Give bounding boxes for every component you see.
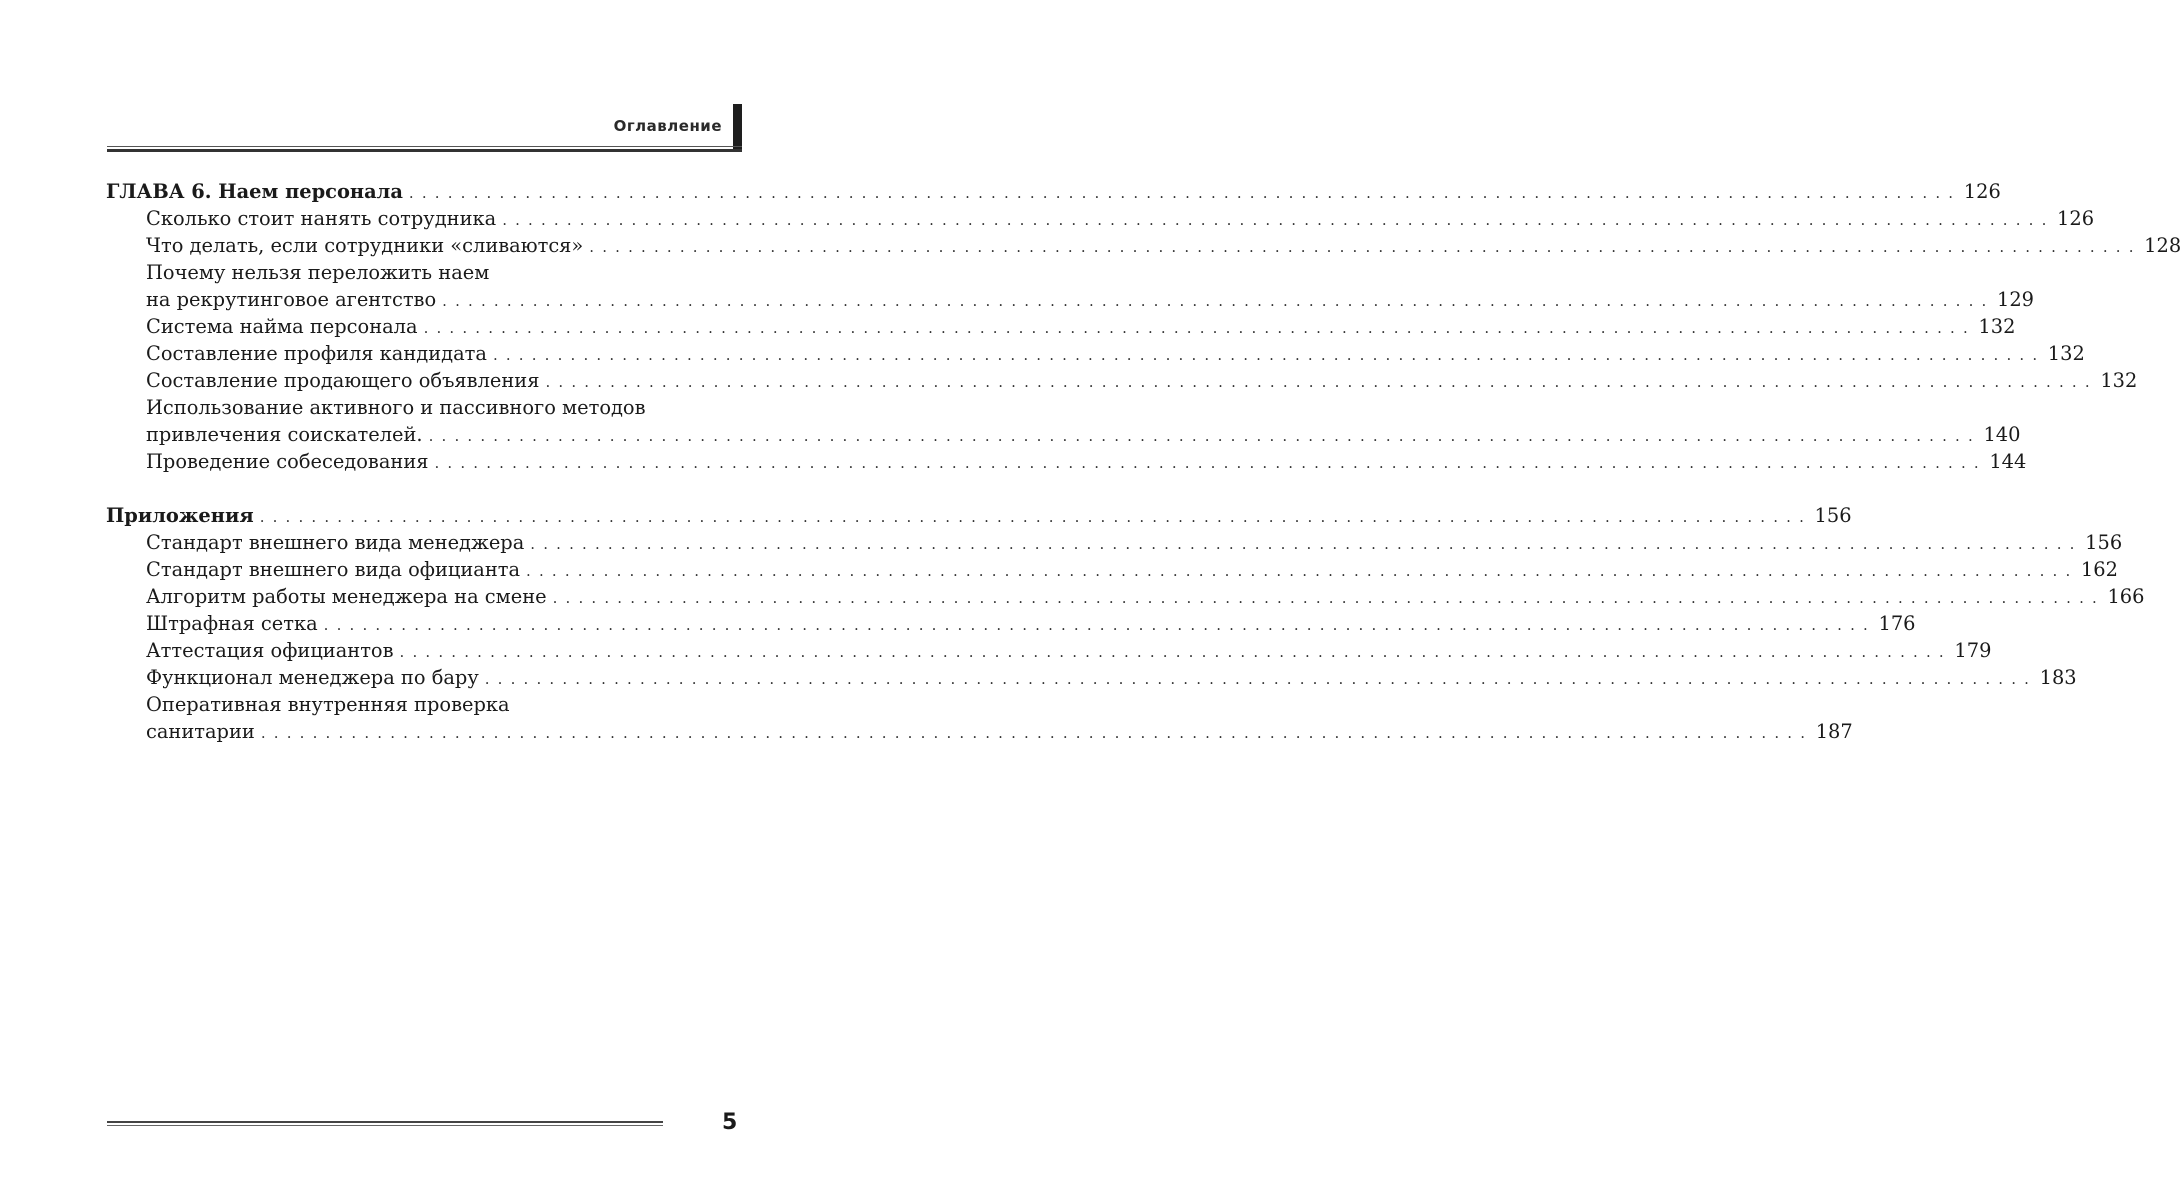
toc-entry-label: Проведение собеседования	[146, 450, 429, 473]
footer-rule	[107, 1121, 663, 1123]
toc-appendix[interactable]	[106, 502, 1852, 529]
toc-entry-label: Функционал менеджера по бару	[146, 666, 479, 689]
header-rule-thick	[107, 149, 742, 152]
toc-entry-label: Штрафная сетка	[146, 612, 318, 635]
toc-page-number: 129	[1997, 288, 2035, 311]
toc-entry[interactable]	[106, 367, 2138, 394]
toc-entry[interactable]	[106, 448, 2027, 475]
leader-dots: . . . . . . . . . . . . . . . . . . . . . . . . . . . . . . . . . . . . . . . . . . . . . . . . . . . . . . . . . . . . . . . . . . . . . . . . . . . . . . . . . . . . . . . . . . . . . . . . . . . . . . . . . . . . . . . . . . . . . . . .	[434, 454, 1981, 472]
toc-page-number: 179	[1954, 639, 1992, 662]
toc-entry[interactable]	[106, 664, 2077, 691]
leader-dots: . . . . . . . . . . . . . . . . . . . . . . . . . . . . . . . . . . . . . . . . . . . . . . . . . . . . . . . . . . . . . . . . . . . . . . . . . . . . . . . . . . . . . . . . . . . . . . . . . . . . . . . . . . . . . . . . . . . . . . . .	[502, 211, 2049, 229]
leader-dots: . . . . . . . . . . . . . . . . . . . . . . . . . . . . . . . . . . . . . . . . . . . . . . . . . . . . . . . . . . . . . . . . . . . . . . . . . . . . . . . . . . . . . . . . . . . . . . . . . . . . . . . . . . . . . . . . . . . . . . . .	[259, 508, 1806, 526]
leader-dots: . . . . . . . . . . . . . . . . . . . . . . . . . . . . . . . . . . . . . . . . . . . . . . . . . . . . . . . . . . . . . . . . . . . . . . . . . . . . . . . . . . . . . . . . . . . . . . . . . . . . . . . . . . . . . . . . . . . . . . . .	[492, 346, 2039, 364]
footer-rule-thin	[107, 1125, 663, 1126]
toc-page-number: 156	[2085, 531, 2123, 554]
toc-entry-label: Стандарт внешнего вида официанта	[146, 558, 521, 581]
toc-page-number: 156	[1814, 504, 1852, 527]
toc-entry-label: Почему нельзя переложить наем	[146, 261, 490, 284]
leader-dots: . . . . . . . . . . . . . . . . . . . . . . . . . . . . . . . . . . . . . . . . . . . . . . . . . . . . . . . . . . . . . . . . . . . . . . . . . . . . . . . . . . . . . . . . . . . . . . . . . . . . . . . . . . . . . . . . . . . . . . . .	[552, 589, 2099, 607]
toc-entry-label: Аттестация официантов	[146, 639, 394, 662]
toc-page-number: 183	[2039, 666, 2077, 689]
page-number: 5	[722, 1110, 738, 1135]
toc-chapter-6[interactable]	[106, 178, 2001, 205]
toc-page-number: 166	[2107, 585, 2145, 608]
toc-entry[interactable]	[106, 232, 2181, 259]
leader-dots: . . . . . . . . . . . . . . . . . . . . . . . . . . . . . . . . . . . . . . . . . . . . . . . . . . . . . . . . . . . . . . . . . . . . . . . . . . . . . . . . . . . . . . . . . . . . . . . . . . . . . . . . . . . . . . . . . . . . . . . .	[526, 562, 2072, 580]
toc-page-number: 132	[1978, 315, 2016, 338]
toc-entry[interactable]	[106, 205, 2095, 232]
toc-page-number: 126	[1963, 180, 2001, 203]
toc-entry-label: санитарии	[146, 720, 255, 743]
toc-entry[interactable]	[106, 637, 1992, 664]
leader-dots: . . . . . . . . . . . . . . . . . . . . . . . . . . . . . . . . . . . . . . . . . . . . . . . . . . . . . . . . . . . . . . . . . . . . . . . . . . . . . . . . . . . . . . . . . . . . . . . . . . . . . . . . . . . . . . . . . . . . . . . .	[589, 238, 2136, 256]
toc-page-number: 126	[2057, 207, 2095, 230]
toc-chapter-title: ГЛАВА 6. Наем персонала	[106, 180, 403, 203]
toc-entry-label: Система найма персонала	[146, 315, 418, 338]
toc-entry-label: Алгоритм работы менеджера на смене	[146, 585, 547, 608]
toc-appendix-title: Приложения	[106, 504, 254, 527]
toc-page-number: 144	[1989, 450, 2027, 473]
leader-dots: . . . . . . . . . . . . . . . . . . . . . . . . . . . . . . . . . . . . . . . . . . . . . . . . . . . . . . . . . . . . . . . . . . . . . . . . . . . . . . . . . . . . . . . . . . . . . . . . . . . . . . . . . . . . . . . . . . . . . . . .	[408, 184, 1955, 202]
toc-entry[interactable]	[106, 340, 2085, 367]
toc-entry[interactable]	[106, 610, 1916, 637]
toc-entry[interactable]	[106, 286, 2035, 313]
toc-entry-label: Что делать, если сотрудники «сливаются»	[146, 234, 584, 257]
toc-entry-line[interactable]	[106, 691, 739, 718]
toc-entry[interactable]	[106, 421, 2021, 448]
toc-entry[interactable]	[106, 313, 2016, 340]
toc-entry-line[interactable]	[106, 259, 739, 286]
section-gap	[106, 475, 739, 502]
toc-page-number: 176	[1878, 612, 1916, 635]
leader-dots: . . . . . . . . . . . . . . . . . . . . . . . . . . . . . . . . . . . . . . . . . . . . . . . . . . . . . . . . . . . . . . . . . . . . . . . . . . . . . . . . . . . . . . . . . . . . . . . . . . . . . . . . . . . . . . . . . . . . . . . .	[428, 427, 1975, 445]
toc-entry-line[interactable]	[106, 394, 739, 421]
toc-entry-label: Оперативная внутренняя проверка	[146, 693, 510, 716]
toc-chapter-6-items	[106, 205, 2181, 475]
toc-entry[interactable]	[106, 583, 2145, 610]
toc-page-number: 162	[2080, 558, 2118, 581]
toc-entry-label: Использование активного и пассивного методов	[146, 396, 646, 419]
running-header-title: Оглавление	[613, 117, 722, 135]
leader-dots: . . . . . . . . . . . . . . . . . . . . . . . . . . . . . . . . . . . . . . . . . . . . . . . . . . . . . . . . . . . . . . . . . . . . . . . . . . . . . . . . . . . . . . . . . . . . . . . . . . . . . . . . . . . . . . . . . . . . . . . .	[423, 319, 1970, 337]
toc-entry-label: Сколько стоит нанять сотрудника	[146, 207, 497, 230]
leader-dots: . . . . . . . . . . . . . . . . . . . . . . . . . . . . . . . . . . . . . . . . . . . . . . . . . . . . . . . . . . . . . . . . . . . . . . . . . . . . . . . . . . . . . . . . . . . . . . . . . . . . . . . . . . . . . . . . . . . . . . . .	[530, 535, 2077, 553]
toc-entry-label: Стандарт внешнего вида менеджера	[146, 531, 525, 554]
leader-dots: . . . . . . . . . . . . . . . . . . . . . . . . . . . . . . . . . . . . . . . . . . . . . . . . . . . . . . . . . . . . . . . . . . . . . . . . . . . . . . . . . . . . . . . . . . . . . . . . . . . . . . . . . . . . . . . . . . . . . . . .	[545, 373, 2092, 391]
toc-entry[interactable]	[106, 718, 1853, 745]
toc-page-number: 132	[2047, 342, 2085, 365]
header-rule	[107, 146, 742, 147]
toc-entry[interactable]	[106, 529, 2123, 556]
toc-entry-label: Составление профиля кандидата	[146, 342, 487, 365]
leader-dots: . . . . . . . . . . . . . . . . . . . . . . . . . . . . . . . . . . . . . . . . . . . . . . . . . . . . . . . . . . . . . . . . . . . . . . . . . . . . . . . . . . . . . . . . . . . . . . . . . . . . . . . . . . . . . . . . . . . . . . . .	[260, 724, 1807, 742]
toc-entry-label: привлечения соискателей.	[146, 423, 423, 446]
toc-page-number: 140	[1983, 423, 2021, 446]
table-of-contents	[106, 178, 2181, 745]
toc-entry-label: Составление продающего объявления	[146, 369, 540, 392]
leader-dots: . . . . . . . . . . . . . . . . . . . . . . . . . . . . . . . . . . . . . . . . . . . . . . . . . . . . . . . . . . . . . . . . . . . . . . . . . . . . . . . . . . . . . . . . . . . . . . . . . . . . . . . . . . . . . . . . . . . . . . . .	[323, 616, 1870, 634]
toc-page-number: 132	[2100, 369, 2138, 392]
toc-appendix-items	[106, 529, 2145, 745]
toc-page-number: 187	[1815, 720, 1853, 743]
leader-dots: . . . . . . . . . . . . . . . . . . . . . . . . . . . . . . . . . . . . . . . . . . . . . . . . . . . . . . . . . . . . . . . . . . . . . . . . . . . . . . . . . . . . . . . . . . . . . . . . . . . . . . . . . . . . . . . . . . . . . . . .	[399, 643, 1946, 661]
toc-page-number: 128	[2144, 234, 2181, 257]
leader-dots: . . . . . . . . . . . . . . . . . . . . . . . . . . . . . . . . . . . . . . . . . . . . . . . . . . . . . . . . . . . . . . . . . . . . . . . . . . . . . . . . . . . . . . . . . . . . . . . . . . . . . . . . . . . . . . . . . . . . . . . .	[442, 292, 1989, 310]
leader-dots: . . . . . . . . . . . . . . . . . . . . . . . . . . . . . . . . . . . . . . . . . . . . . . . . . . . . . . . . . . . . . . . . . . . . . . . . . . . . . . . . . . . . . . . . . . . . . . . . . . . . . . . . . . . . . . . . . . . . . . . .	[484, 670, 2031, 688]
header-accent-bar	[733, 104, 742, 152]
toc-entry-label: на рекрутинговое агентство	[146, 288, 437, 311]
toc-entry[interactable]	[106, 556, 2118, 583]
